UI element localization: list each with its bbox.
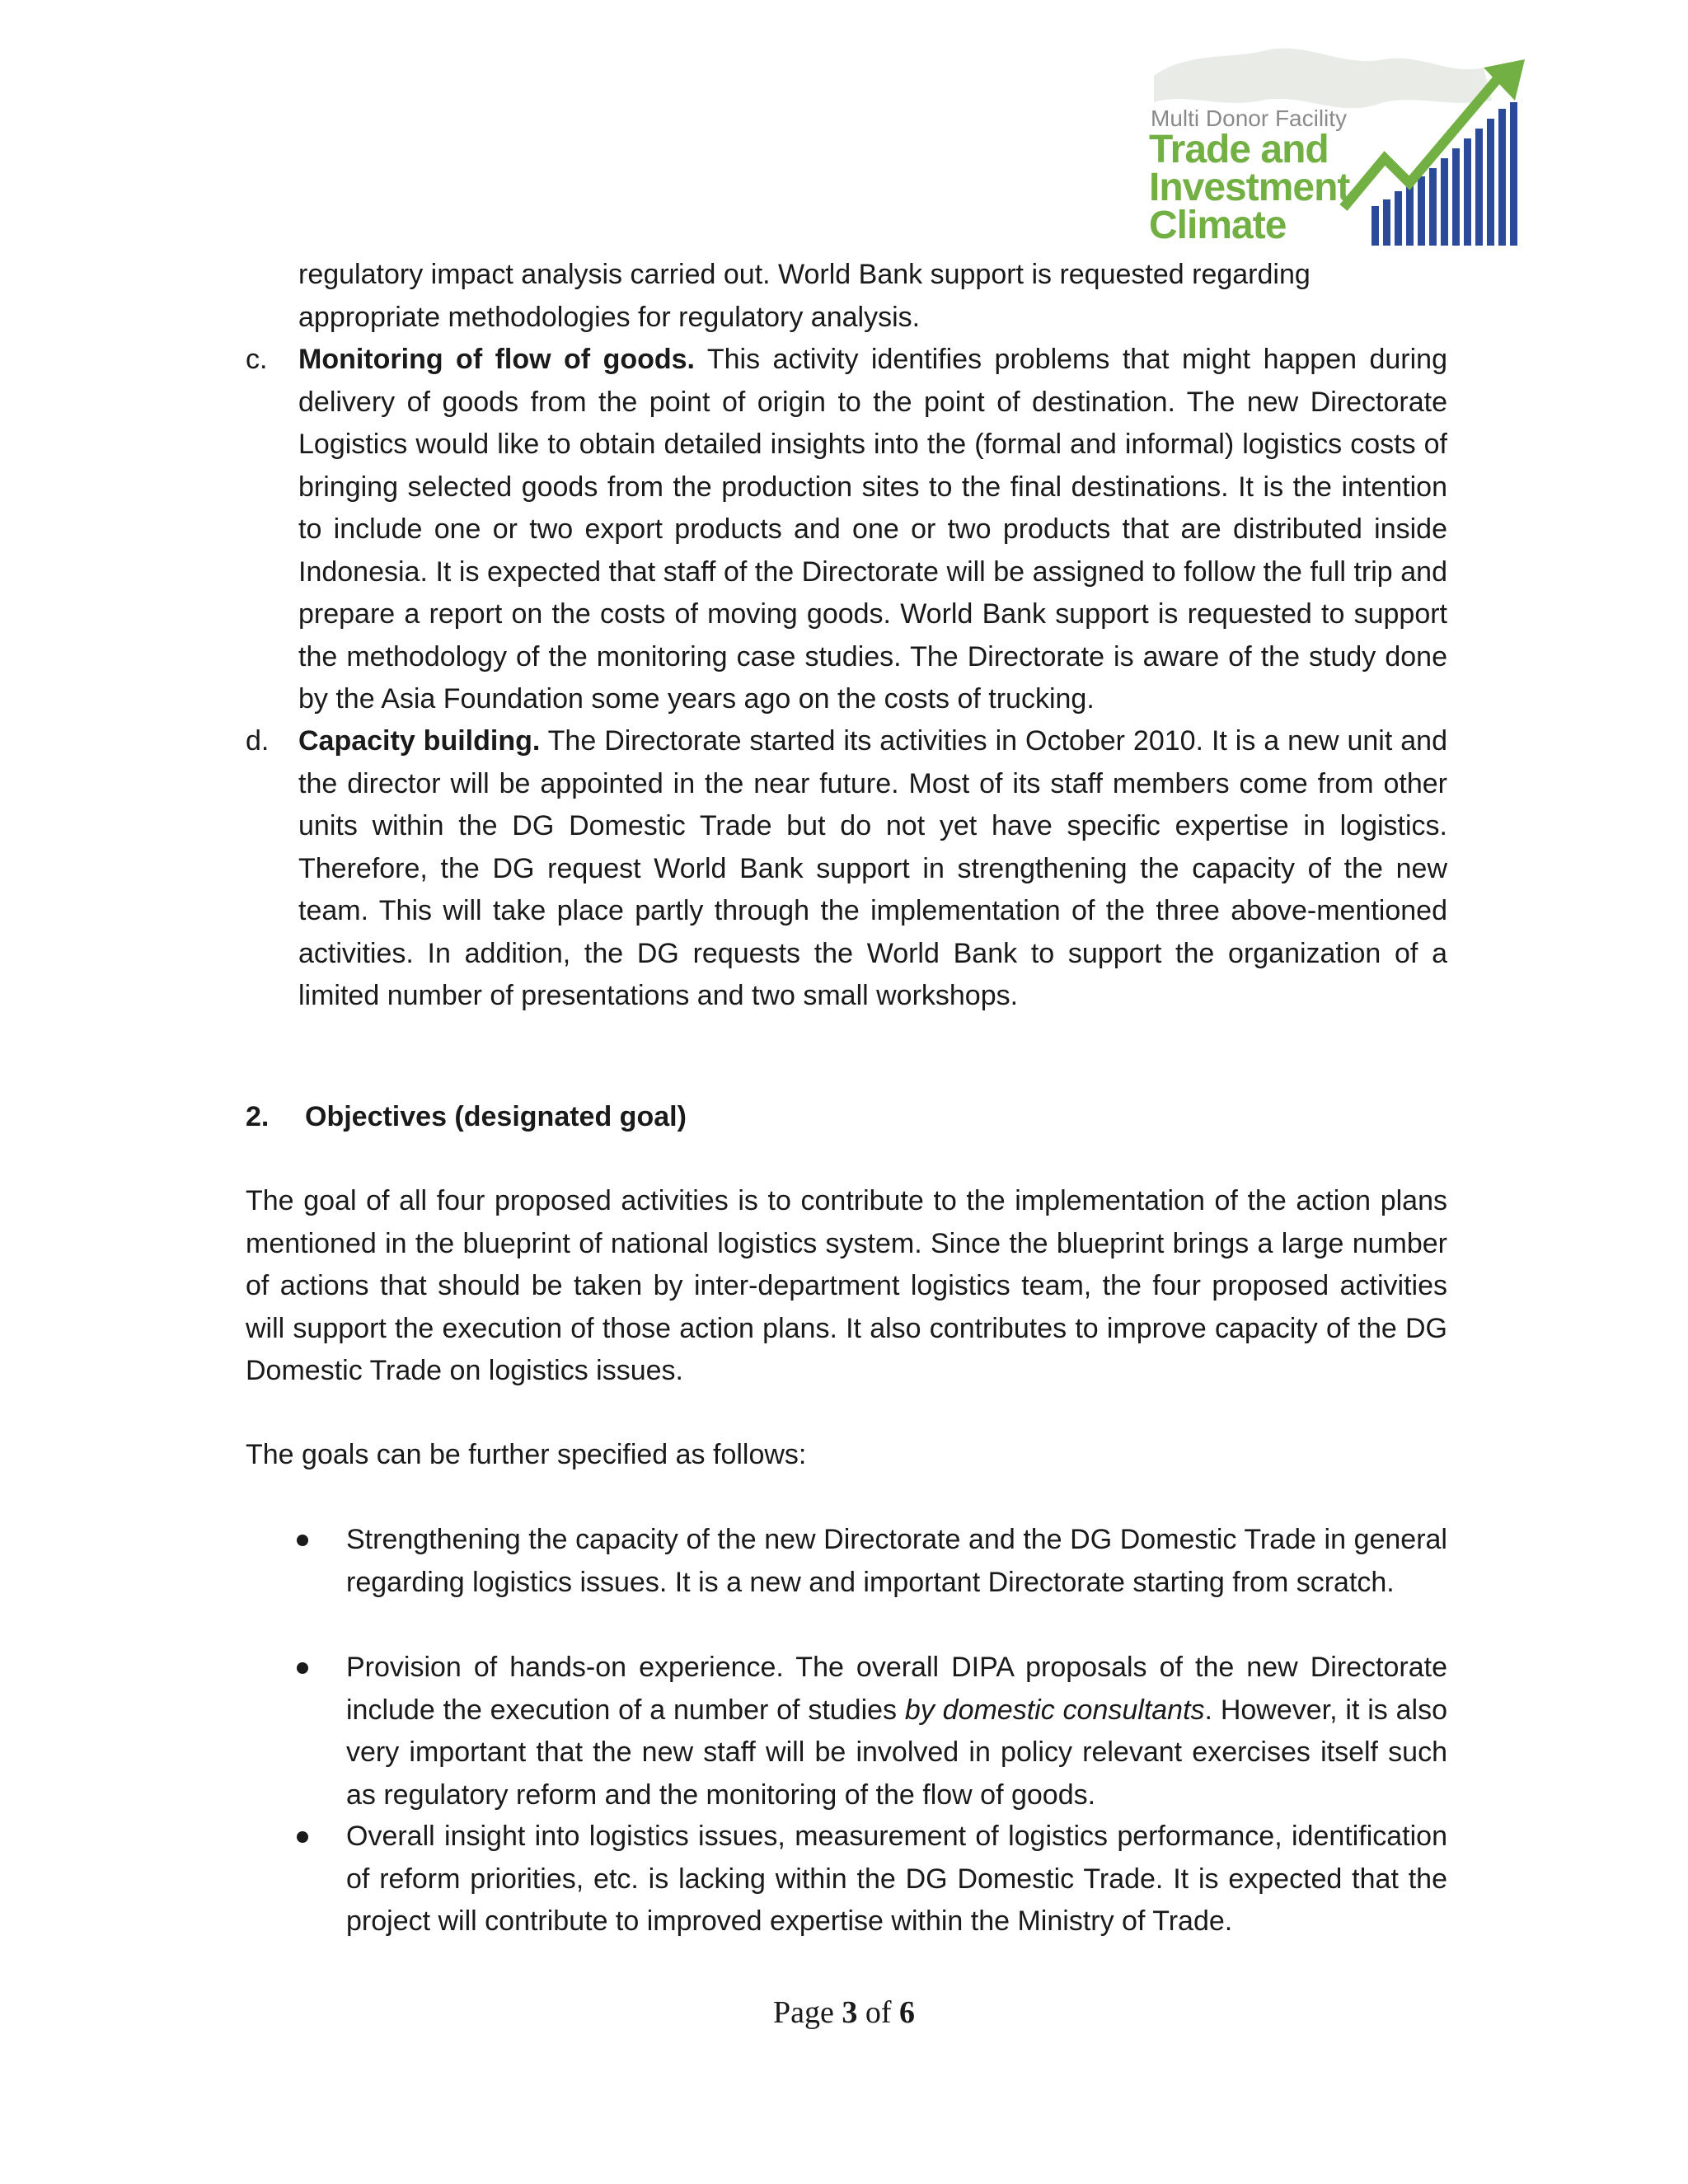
- section-number: 2.: [246, 1101, 270, 1132]
- goals-intro-paragraph: The goals can be further specified as follows:: [246, 1439, 807, 1470]
- list-item-c: [298, 339, 1447, 721]
- list-item-b-line-2: appropriate methodologies for regulatory analysis.: [298, 302, 921, 333]
- list-item-b-continued-end: [298, 297, 1447, 340]
- logo-title-line-3: Climate: [1149, 204, 1287, 247]
- section-heading: [246, 1096, 687, 1139]
- page-label: Page: [772, 1995, 834, 2030]
- list-item-d-text: The Directorate started its activities in October 2010. It is a new unit and the director will be appointed in the near future. Most of its staff members come from other units within the DG Domestic Trade but do not yet have specific expertise in logistics. Therefore, the DG request World Bank support in strengthening the capacity of the new team. This will take place partly through the implementation of the three above-mentioned activities. In addition, the DG requests the World Bank to support the organization of a limited number of presentations and two small workshops.: [298, 725, 1447, 1011]
- bullet-icon: [297, 1662, 308, 1674]
- logo-title-line-1: Trade and: [1149, 128, 1329, 171]
- bullet-icon: [297, 1831, 308, 1843]
- list-item-d: [298, 720, 1447, 1018]
- current-page-number: 3: [842, 1995, 858, 2030]
- list-item-b-continued: [298, 254, 1447, 297]
- bullet-item-2: [346, 1647, 1447, 1816]
- bullet-item-2-before: Provision of hands-on experience. The overall DIPA proposals of the new Directorate include the execution of a number of studies: [346, 1652, 1447, 1726]
- logo-tagline: Multi Donor Facility: [1151, 105, 1348, 131]
- list-item-c-text: This activity identifies problems that might happen during delivery of goods from the point of origin to the point of destination. The new Directorate Logistics would like to obtain detailed insights into the (formal and informal) logistics costs of bringing selected goods from the production sites to the final destinations. It is the intention to include one or two export products and one or two products that are distributed inside Indonesia. It is expected that staff of the Directorate will be assigned to follow the full trip and prepare a report on the costs of moving goods. World Bank support is requested to support the methodology of the monitoring case studies. The Directorate is aware of the study done by the Asia Foundation some years ago on the costs of trucking.: [298, 344, 1447, 715]
- list-item-b-line-1: regulatory impact analysis carried out. World Bank support is requested regarding: [298, 259, 1311, 290]
- total-page-count: 6: [899, 1995, 916, 2030]
- bullet-item-2-italic: by domestic consultants: [904, 1694, 1205, 1726]
- map-silhouette: [1154, 49, 1492, 109]
- mdf-logo: [1137, 43, 1533, 257]
- list-item-c-title: Monitoring of flow of goods.: [298, 344, 696, 375]
- bullet-item-3: Overall insight into logistics issues, measurement of logistics performance, identification of reform priorities, etc. is lacking within the DG Domestic Trade. It is expected that the project will contribute to improved expertise within the Ministry of Trade.: [346, 1821, 1447, 1937]
- bullet-item-1: Strengthening the capacity of the new Directorate and the DG Domestic Trade in general regarding logistics issues. It is a new and important Directorate starting from scratch.: [346, 1524, 1447, 1598]
- page-of-label: of: [865, 1995, 892, 2030]
- list-marker-c: c.: [246, 344, 268, 375]
- list-item-d-title: Capacity building.: [298, 725, 541, 757]
- list-marker-d: d.: [246, 725, 270, 757]
- logo-title-line-2: Investment: [1149, 166, 1350, 209]
- objectives-paragraph: The goal of all four proposed activities is to contribute to the implementation of the action plans mentioned in the blueprint of national logistics system. Since the blueprint brings a large number of actions that should be taken by inter-department logistics team, the four proposed activities will support the execution of those action plans. It also contributes to improve capacity of the DG Domestic Trade on logistics issues.: [246, 1185, 1447, 1386]
- bullet-item-2-after: . However, it is also very important that the new staff will be involved in policy relevant exercises itself such as regulatory reform and the monitoring of the flow of goods.: [346, 1694, 1448, 1811]
- bullet-icon: [297, 1535, 308, 1546]
- section-title: Objectives (designated goal): [305, 1101, 687, 1132]
- page-footer: [0, 1994, 1688, 2031]
